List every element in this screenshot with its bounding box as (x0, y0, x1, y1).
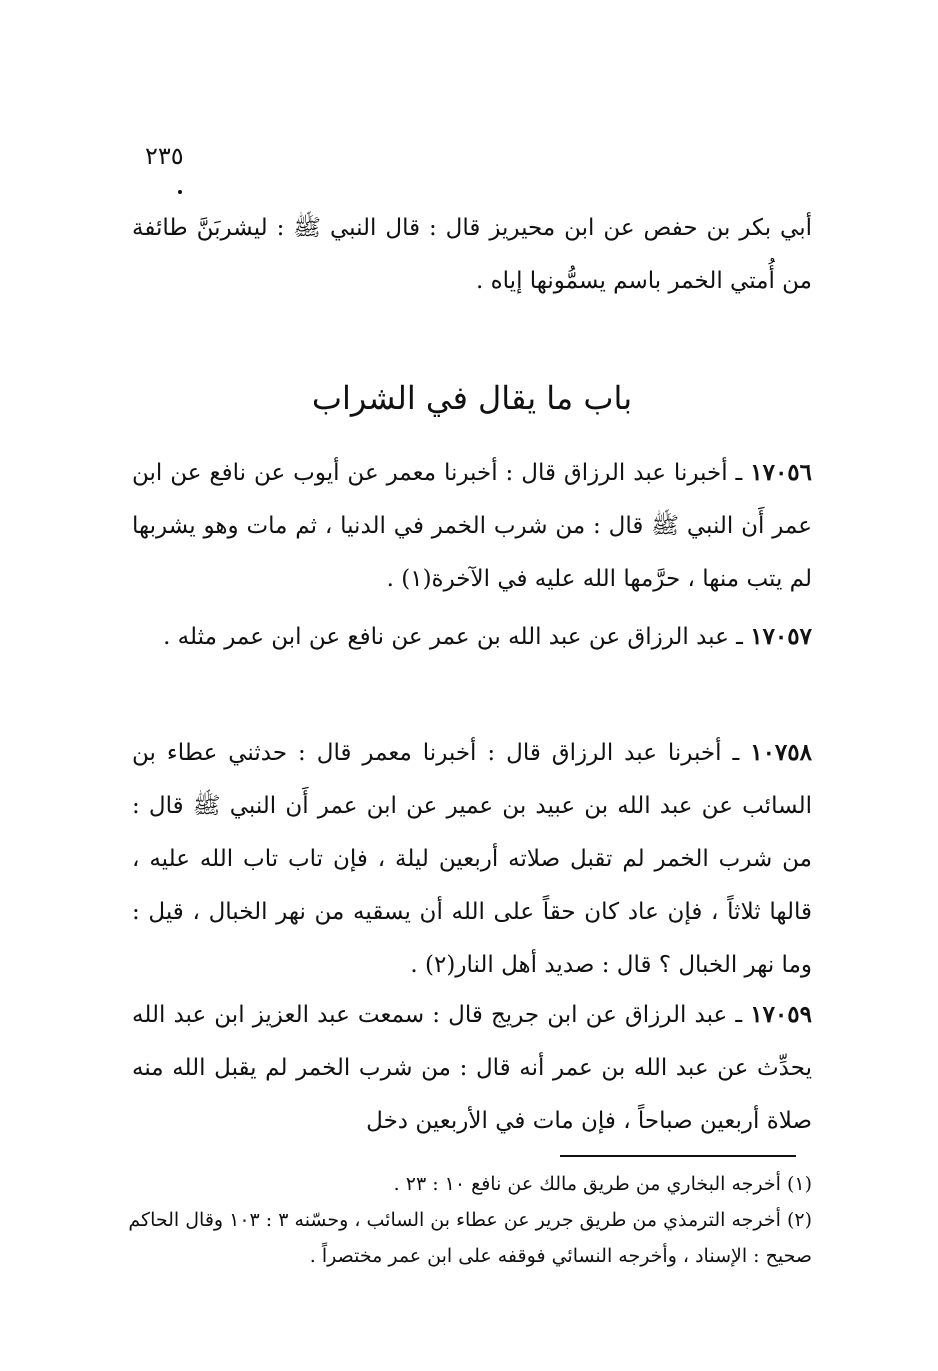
chapter-title: باب ما يقال في الشراب (311, 379, 633, 417)
hadith-dash: ـ (728, 624, 743, 650)
hadith-number: ١٧٠٥٧ (750, 623, 812, 650)
hadith-dash: ـ (727, 460, 743, 486)
hadith-number: ١٠٧٥٨ (750, 739, 812, 766)
footnote: (٢) أخرجه الترمذي من طريق جرير عن عطاء بن السائب ، وحسّنه ٣ : ١٠٣ وقال الحاكم صحيح : الإسناد ، وأخرجه النسائي فوقفه على ابن عمر مختصراً . (128, 1209, 812, 1267)
decorative-dot (178, 190, 182, 194)
hadith-paragraph (132, 610, 812, 664)
page-number: ٢٣٥ (145, 142, 184, 170)
footnote: (١) أخرجه البخاري من طريق مالك عن نافع ١٠ : ٢٣ . (393, 1173, 812, 1195)
hadith-text: عبد الرزاق عن ابن جريج قال : سمعت عبد العزيز ابن عبد الله يحدِّث عن عبد الله بن عمر أنه قال : من شرب الخمر لم يقبل الله منه صلاة أربعين صباحاً ، فإن مات في الأربعين دخل (132, 1002, 812, 1134)
hadith-paragraph (132, 988, 812, 1148)
footnotes (128, 1166, 812, 1274)
hadith-paragraph (132, 446, 812, 606)
hadith-dash: ـ (727, 1002, 743, 1028)
footnote-divider (560, 1155, 796, 1157)
hadith-text: عبد الرزاق عن عبد الله بن عمر عن نافع عن ابن عمر مثله . (163, 624, 729, 650)
intro-paragraph: أبي بكر بن حفص عن ابن محيريز قال : قال النبي ﷺ : ليشربَنَّ طائفة من أُمتي الخمر باسم يسمُّونها إياه . (132, 215, 812, 294)
hadith-text: أخبرنا عبد الرزاق قال : أخبرنا معمر عن أيوب عن نافع عن ابن عمر أَن النبي ﷺ قال : من شرب الخمر في الدنيا ، ثم مات وهو يشربها لم يتب منها ، حرَّمها الله عليه في الآخرة(١) . (132, 460, 812, 592)
hadith-number: ١٧٠٥٩ (750, 1001, 812, 1028)
hadith-dash: ـ (721, 740, 740, 766)
hadith-number: ١٧٠٥٦ (750, 459, 813, 486)
hadith-paragraph (132, 726, 812, 992)
hadith-text: أخبرنا عبد الرزاق قال : أخبرنا معمر قال : حدثني عطاء بن السائب عن عبد الله بن عبيد بن عمير عن ابن عمر أَن النبي ﷺ قال : من شرب الخمر لم تقبل صلاته أربعين ليلة ، فإن تاب تاب الله عليه ، قالها ثلاثاً ، فإن عاد كان حقاً على الله أن يسقيه من نهر الخبال ، قيل : وما نهر الخبال ؟ قال : صديد أهل النار(٢) . (132, 740, 812, 978)
